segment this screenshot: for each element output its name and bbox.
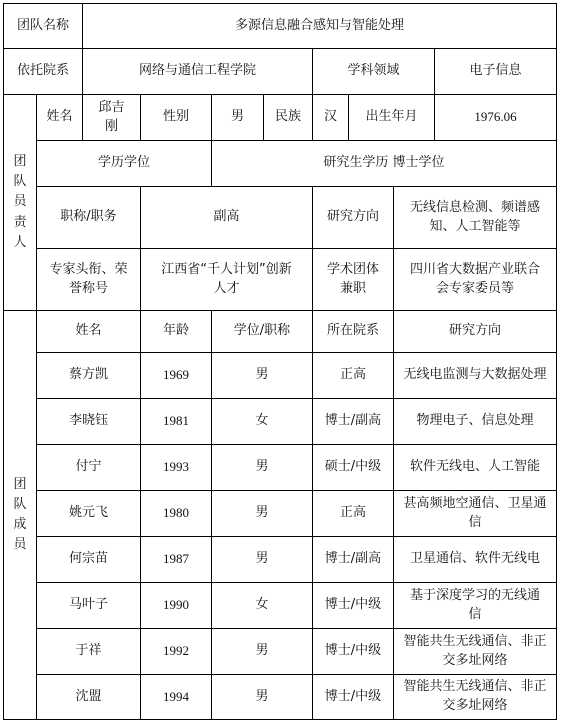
member-age: 1993	[141, 445, 212, 491]
leader-birth-label: 出生年月	[349, 95, 435, 141]
member-dept: 博士/副高	[313, 537, 394, 583]
team-name-value: 多源信息融合感知与智能处理	[83, 3, 557, 49]
member-research: 基于深度学习的无线通 信	[394, 583, 557, 629]
member-name: 马叶子	[37, 583, 141, 629]
member-age: 1994	[141, 675, 212, 720]
member-dept: 博士/副高	[313, 399, 394, 445]
members-section-char: 员	[13, 537, 27, 553]
member-degree: 男	[212, 445, 313, 491]
members-header-age: 年龄	[141, 311, 212, 353]
leader-title-value: 副高	[141, 187, 313, 249]
member-research: 智能共生无线通信、非正 交多址网络	[394, 629, 557, 675]
leader-birth-value: 1976.06	[435, 95, 557, 141]
leader-research-label: 研究方向	[313, 187, 394, 249]
member-age: 1981	[141, 399, 212, 445]
leader-section-label	[3, 95, 37, 311]
leader-gender-value: 男	[212, 95, 264, 141]
leader-research-value: 无线信息检测、频谱感 知、人工智能等	[394, 187, 557, 249]
members-header-name: 姓名	[37, 311, 141, 353]
member-age: 1980	[141, 491, 212, 537]
member-degree: 男	[212, 629, 313, 675]
member-degree: 男	[212, 491, 313, 537]
member-degree: 男	[212, 675, 313, 720]
member-dept: 博士/中级	[313, 583, 394, 629]
leader-section-char: 员	[13, 194, 27, 210]
leader-society-label: 学术团体 兼职	[313, 249, 394, 311]
member-name: 沈盟	[37, 675, 141, 720]
member-dept: 博士/中级	[313, 629, 394, 675]
member-degree: 男	[212, 537, 313, 583]
member-research: 卫星通信、软件无线电	[394, 537, 557, 583]
members-section-label	[3, 311, 37, 720]
leader-ethnicity-value: 汉	[313, 95, 349, 141]
member-name: 何宗苗	[37, 537, 141, 583]
member-name: 付宁	[37, 445, 141, 491]
member-degree: 女	[212, 583, 313, 629]
leader-education-value: 研究生学历 博士学位	[212, 141, 557, 187]
leader-ethnicity-label: 民族	[264, 95, 313, 141]
leader-honor-label: 专家头衔、荣 誉称号	[37, 249, 141, 311]
dept-value: 网络与通信工程学院	[83, 49, 313, 95]
member-age: 1992	[141, 629, 212, 675]
member-age: 1990	[141, 583, 212, 629]
leader-section-char: 责	[13, 214, 27, 230]
members-header-dept: 所在院系	[313, 311, 394, 353]
members-header-degree: 学位/职称	[212, 311, 313, 353]
members-section-char: 团	[13, 476, 27, 492]
leader-name-label: 姓名	[37, 95, 83, 141]
member-age: 1969	[141, 353, 212, 399]
leader-education-label: 学历学位	[37, 141, 212, 187]
members-section-char: 成	[13, 517, 27, 532]
field-value: 电子信息	[435, 49, 557, 95]
leader-section-char: 队	[13, 174, 27, 190]
member-dept: 正高	[313, 491, 394, 537]
member-research: 智能共生无线通信、非正 交多址网络	[394, 675, 557, 720]
leader-honor-value: 江西省“千人计划”创新 人才	[141, 249, 313, 311]
member-degree: 女	[212, 399, 313, 445]
member-degree: 男	[212, 353, 313, 399]
member-name: 蔡方凯	[37, 353, 141, 399]
leader-title-label: 职称/职务	[37, 187, 141, 249]
member-research: 甚高频地空通信、卫星通 信	[394, 491, 557, 537]
member-dept: 硕士/中级	[313, 445, 394, 491]
member-research: 物理电子、信息处理	[394, 399, 557, 445]
leader-gender-label: 性别	[141, 95, 212, 141]
member-name: 李晓钰	[37, 399, 141, 445]
team-name-label: 团队名称	[3, 3, 83, 49]
member-research: 无线电监测与大数据处理	[394, 353, 557, 399]
member-dept: 正高	[313, 353, 394, 399]
member-dept: 博士/中级	[313, 675, 394, 720]
leader-section-char: 团	[13, 154, 27, 170]
member-name: 于祥	[37, 629, 141, 675]
leader-society-value: 四川省大数据产业联合 会专家委员等	[394, 249, 557, 311]
member-age: 1987	[141, 537, 212, 583]
members-section-char: 队	[13, 496, 27, 512]
field-label: 学科领域	[313, 49, 435, 95]
dept-label: 依托院系	[3, 49, 83, 95]
leader-section-char: 人	[13, 234, 27, 250]
member-research: 软件无线电、人工智能	[394, 445, 557, 491]
member-name: 姚元飞	[37, 491, 141, 537]
members-header-research: 研究方向	[394, 311, 557, 353]
leader-name-value: 邱吉 刚	[83, 95, 141, 141]
